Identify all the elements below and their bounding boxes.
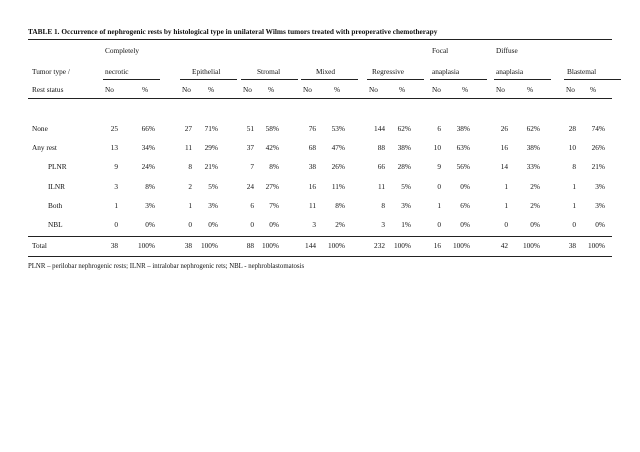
sub-header-pct: % bbox=[399, 85, 406, 94]
cell-percent: 38% bbox=[526, 143, 540, 152]
cell-percent: 62% bbox=[397, 124, 411, 133]
cell-count: 88 bbox=[377, 143, 385, 152]
sub-header-no: No bbox=[303, 85, 312, 94]
total-percent: 100% bbox=[587, 241, 605, 250]
total-percent: 100% bbox=[393, 241, 411, 250]
total-percent: 100% bbox=[200, 241, 218, 250]
cell-percent: 47% bbox=[331, 143, 345, 152]
row-label: Any rest bbox=[32, 143, 57, 152]
cell-percent: 0% bbox=[460, 182, 470, 191]
sub-header-no: No bbox=[432, 85, 441, 94]
cell-percent: 28% bbox=[397, 162, 411, 171]
group-header-line1: Focal bbox=[432, 46, 449, 55]
cell-count: 6 bbox=[437, 124, 441, 133]
cell-percent: 38% bbox=[397, 143, 411, 152]
cell-percent: 62% bbox=[526, 124, 540, 133]
cell-count: 14 bbox=[500, 162, 508, 171]
total-count: 144 bbox=[305, 241, 316, 250]
cell-count: 37 bbox=[246, 143, 254, 152]
cell-count: 1 bbox=[437, 201, 441, 210]
sub-header-pct: % bbox=[142, 85, 149, 94]
total-percent: 100% bbox=[327, 241, 345, 250]
cell-count: 1 bbox=[572, 201, 576, 210]
cell-count: 9 bbox=[437, 162, 441, 171]
cell-count: 24 bbox=[246, 182, 254, 191]
cell-percent: 3% bbox=[145, 201, 155, 210]
group-header-line2: Mixed bbox=[316, 67, 336, 76]
cell-count: 1 bbox=[114, 201, 118, 210]
cell-percent: 66% bbox=[141, 124, 155, 133]
cell-count: 11 bbox=[308, 201, 316, 210]
group-header-rule bbox=[430, 79, 487, 80]
total-count: 38 bbox=[184, 241, 192, 250]
cell-percent: 5% bbox=[401, 182, 411, 191]
table-bottom-rule bbox=[28, 256, 612, 257]
cell-count: 1 bbox=[188, 201, 192, 210]
cell-percent: 21% bbox=[591, 162, 605, 171]
cell-count: 26 bbox=[500, 124, 508, 133]
cell-count: 8 bbox=[381, 201, 385, 210]
cell-percent: 1% bbox=[401, 220, 411, 229]
group-header-rule bbox=[367, 79, 424, 80]
cell-percent: 3% bbox=[595, 201, 605, 210]
sub-header-pct: % bbox=[208, 85, 215, 94]
group-header-rule bbox=[301, 79, 358, 80]
sub-header-pct: % bbox=[462, 85, 469, 94]
cell-count: 7 bbox=[250, 162, 254, 171]
cell-percent: 53% bbox=[331, 124, 345, 133]
cell-count: 0 bbox=[250, 220, 254, 229]
cell-percent: 0% bbox=[145, 220, 155, 229]
cell-count: 0 bbox=[504, 220, 508, 229]
cell-count: 11 bbox=[184, 143, 192, 152]
cell-percent: 26% bbox=[591, 143, 605, 152]
cell-count: 0 bbox=[437, 220, 441, 229]
row-label: ILNR bbox=[48, 182, 66, 191]
cell-percent: 3% bbox=[401, 201, 411, 210]
cell-count: 76 bbox=[308, 124, 316, 133]
cell-percent: 71% bbox=[204, 124, 218, 133]
cell-count: 3 bbox=[312, 220, 316, 229]
row-label: None bbox=[32, 124, 48, 133]
group-header-line2: anaplasia bbox=[496, 67, 524, 76]
cell-count: 8 bbox=[188, 162, 192, 171]
cell-percent: 63% bbox=[456, 143, 470, 152]
row-label: NBL bbox=[48, 220, 63, 229]
cell-count: 0 bbox=[572, 220, 576, 229]
cell-count: 27 bbox=[184, 124, 192, 133]
cell-percent: 3% bbox=[208, 201, 218, 210]
group-header-line2: Stromal bbox=[257, 67, 281, 76]
cell-count: 16 bbox=[500, 143, 508, 152]
group-header-rule bbox=[103, 79, 160, 80]
cell-percent: 7% bbox=[269, 201, 279, 210]
cell-count: 25 bbox=[110, 124, 118, 133]
row-header-label-line1: Tumor type / bbox=[32, 67, 70, 76]
sub-header-pct: % bbox=[268, 85, 275, 94]
cell-count: 66 bbox=[377, 162, 385, 171]
sub-header-no: No bbox=[105, 85, 114, 94]
sub-header-pct: % bbox=[334, 85, 341, 94]
cell-percent: 11% bbox=[331, 182, 345, 191]
total-percent: 100% bbox=[452, 241, 470, 250]
cell-percent: 6% bbox=[460, 201, 470, 210]
sub-header-no: No bbox=[566, 85, 575, 94]
cell-count: 1 bbox=[504, 201, 508, 210]
cell-count: 68 bbox=[308, 143, 316, 152]
cell-count: 3 bbox=[381, 220, 385, 229]
total-percent: 100% bbox=[261, 241, 279, 250]
group-header-line2: anaplasia bbox=[432, 67, 460, 76]
group-header-rule bbox=[564, 79, 621, 80]
group-header-line1: Diffuse bbox=[496, 46, 518, 55]
cell-percent: 27% bbox=[265, 182, 279, 191]
row-label: Both bbox=[48, 201, 63, 210]
cell-percent: 0% bbox=[269, 220, 279, 229]
cell-percent: 26% bbox=[331, 162, 345, 171]
cell-percent: 24% bbox=[141, 162, 155, 171]
sub-header-no: No bbox=[243, 85, 252, 94]
cell-percent: 38% bbox=[456, 124, 470, 133]
sub-header-pct: % bbox=[527, 85, 534, 94]
cell-count: 13 bbox=[110, 143, 118, 152]
cell-percent: 0% bbox=[530, 220, 540, 229]
top-rule bbox=[28, 39, 612, 40]
cell-count: 0 bbox=[188, 220, 192, 229]
sub-header-no: No bbox=[369, 85, 378, 94]
sub-header-no: No bbox=[496, 85, 505, 94]
cell-count: 3 bbox=[114, 182, 118, 191]
cell-count: 6 bbox=[250, 201, 254, 210]
total-count: 88 bbox=[246, 241, 254, 250]
cell-percent: 8% bbox=[335, 201, 345, 210]
group-header-line1: Completely bbox=[105, 46, 140, 55]
total-top-rule bbox=[28, 236, 612, 237]
cell-percent: 2% bbox=[335, 220, 345, 229]
cell-percent: 8% bbox=[269, 162, 279, 171]
group-header-line2: necrotic bbox=[105, 67, 129, 76]
group-header-rule bbox=[180, 79, 237, 80]
cell-count: 144 bbox=[374, 124, 385, 133]
cell-percent: 2% bbox=[530, 201, 540, 210]
table-caption: TABLE 1. Occurrence of nephrogenic rests by histological type in unilateral Wilms tumors treated with preoperative chemotherapy bbox=[28, 27, 438, 36]
group-header-line2: Regressive bbox=[372, 67, 405, 76]
group-header-rule bbox=[494, 79, 551, 80]
cell-count: 2 bbox=[188, 182, 192, 191]
cell-percent: 74% bbox=[591, 124, 605, 133]
cell-count: 1 bbox=[504, 182, 508, 191]
cell-count: 10 bbox=[568, 143, 576, 152]
cell-percent: 58% bbox=[265, 124, 279, 133]
cell-count: 38 bbox=[308, 162, 316, 171]
cell-percent: 21% bbox=[204, 162, 218, 171]
table-footnote: PLNR – perilobar nephrogenic rests; ILNR – intralobar nephrogenic rets; NBL - nephroblastomatosis bbox=[28, 263, 305, 270]
cell-percent: 56% bbox=[456, 162, 470, 171]
cell-percent: 0% bbox=[208, 220, 218, 229]
row-header-label-line2: Rest status bbox=[32, 85, 64, 94]
cell-percent: 29% bbox=[204, 143, 218, 152]
cell-count: 9 bbox=[114, 162, 118, 171]
total-label: Total bbox=[32, 241, 47, 250]
total-count: 38 bbox=[110, 241, 118, 250]
group-header-rule bbox=[241, 79, 298, 80]
total-count: 38 bbox=[568, 241, 576, 250]
cell-count: 10 bbox=[433, 143, 441, 152]
group-header-line2: Blastemal bbox=[567, 67, 597, 76]
cell-count: 8 bbox=[572, 162, 576, 171]
cell-count: 0 bbox=[437, 182, 441, 191]
cell-count: 11 bbox=[377, 182, 385, 191]
cell-count: 51 bbox=[246, 124, 254, 133]
cell-percent: 34% bbox=[141, 143, 155, 152]
total-percent: 100% bbox=[137, 241, 155, 250]
total-count: 42 bbox=[500, 241, 508, 250]
cell-count: 28 bbox=[568, 124, 576, 133]
row-label: PLNR bbox=[48, 162, 67, 171]
cell-percent: 5% bbox=[208, 182, 218, 191]
group-header-line2: Epithelial bbox=[192, 67, 221, 76]
cell-percent: 2% bbox=[530, 182, 540, 191]
cell-percent: 3% bbox=[595, 182, 605, 191]
cell-count: 1 bbox=[572, 182, 576, 191]
header-bottom-rule bbox=[28, 98, 612, 99]
cell-percent: 42% bbox=[265, 143, 279, 152]
cell-percent: 8% bbox=[145, 182, 155, 191]
total-count: 16 bbox=[433, 241, 441, 250]
sub-header-pct: % bbox=[590, 85, 597, 94]
cell-percent: 0% bbox=[460, 220, 470, 229]
total-count: 232 bbox=[374, 241, 385, 250]
cell-percent: 33% bbox=[526, 162, 540, 171]
sub-header-no: No bbox=[182, 85, 191, 94]
cell-percent: 0% bbox=[595, 220, 605, 229]
total-percent: 100% bbox=[522, 241, 540, 250]
cell-count: 16 bbox=[308, 182, 316, 191]
cell-count: 0 bbox=[114, 220, 118, 229]
